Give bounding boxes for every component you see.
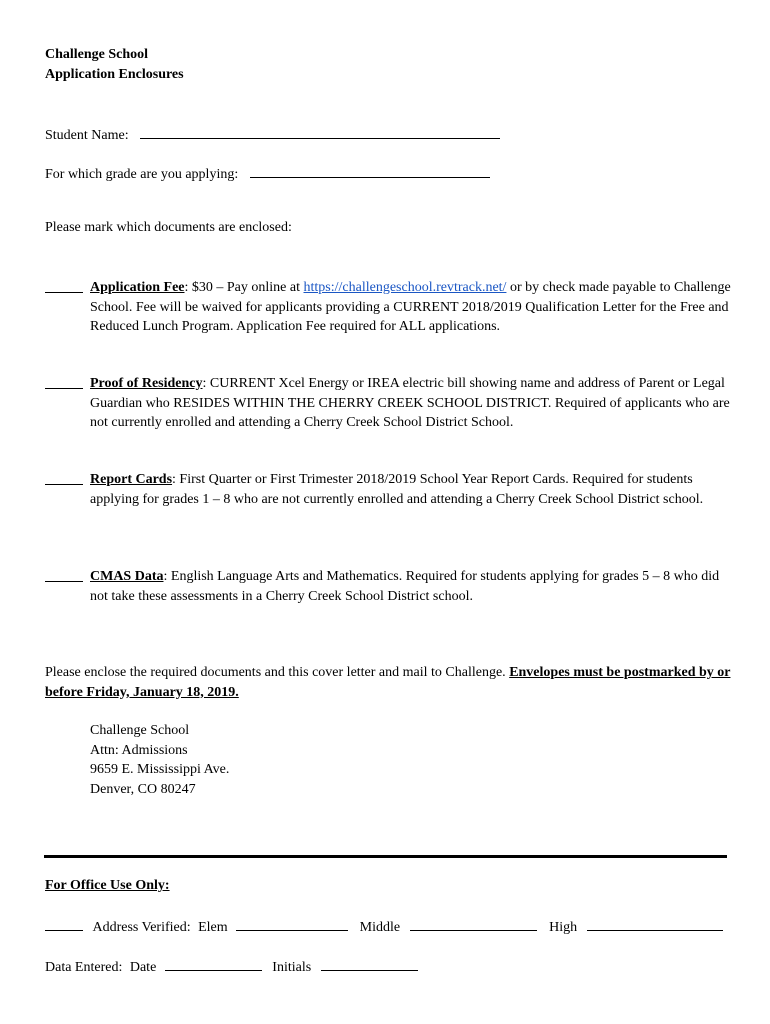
instructions: Please mark which documents are enclosed: (45, 220, 292, 235)
date-label: Date (129, 960, 157, 975)
deadline-text: Envelopes must be postmarked by or before Friday, January 18, 2019. (45, 665, 731, 700)
item-label: Application Fee (90, 280, 185, 295)
item-text: : CURRENT Xcel Energy or IREA electric bill showing name and address of Parent or Legal Guardian who RESIDES WITHIN THE CHERRY CREEK SCHOOL DISTRICT. Required of applicants who are not currently enrolled and attending a Cherry Creek School District School. (90, 376, 730, 430)
item-label: CMAS Data (90, 569, 164, 584)
elem-label: Elem (198, 920, 228, 935)
school-name: Challenge School (45, 47, 149, 62)
item-body (90, 567, 740, 606)
data-entered-label: Data Entered: (45, 960, 123, 975)
office-heading: For Office Use Only: (45, 878, 170, 893)
item-body (90, 470, 740, 509)
closing-text: Please enclose the required documents and this cover letter and mail to Challenge. (45, 665, 510, 680)
student-name-row (45, 124, 500, 144)
address-line: 9659 E. Mississippi Ave. (90, 762, 230, 777)
address-line: Attn: Admissions (90, 742, 188, 758)
cmas-checkbox[interactable] (45, 567, 83, 582)
mailing-address (90, 721, 229, 799)
report-cards-checkbox[interactable] (45, 470, 83, 485)
high-label: High (549, 920, 578, 935)
application-fee-checkbox[interactable] (45, 278, 83, 293)
item-text: : English Language Arts and Mathematics. Required for students applying for grades 5 – 8 who did not take these assessments in a Cherry Creek School District school. (90, 569, 720, 604)
address-line: Denver, CO 80247 (90, 781, 196, 797)
closing-paragraph (45, 663, 735, 702)
item-body (90, 374, 740, 433)
item-text: or by check made payable to Challenge School. Fee will be waived for applicants providing a CURRENT 2018/2019 Qualification Letter for the Free and Reduced Lunch Program. Application Fee required for ALL applications. (90, 280, 731, 334)
address-line: Challenge School (90, 723, 190, 738)
date-field[interactable] (165, 956, 262, 971)
item-body (90, 278, 740, 337)
initials-field[interactable] (321, 956, 418, 971)
grade-row (45, 163, 490, 183)
document-title: Application Enclosures (45, 67, 184, 82)
residency-checkbox[interactable] (45, 374, 83, 389)
grade-label: For which grade are you applying: (45, 167, 239, 182)
address-verified-row (45, 916, 723, 936)
item-text: : First Quarter or First Trimester 2018/2019 School Year Report Cards. Required for students applying for grades 1 – 8 who are not currently enrolled and attending a Cherry Creek School District school. (90, 472, 704, 507)
item-text: : $30 – Pay online at (184, 280, 304, 295)
address-verified-checkbox[interactable] (45, 916, 83, 931)
middle-field[interactable] (410, 916, 537, 931)
data-entered-row (45, 956, 418, 976)
item-label: Proof of Residency (90, 376, 203, 391)
divider (44, 855, 727, 858)
grade-field[interactable] (250, 163, 490, 178)
initials-label: Initials (272, 960, 312, 975)
student-name-field[interactable] (140, 124, 500, 139)
high-field[interactable] (587, 916, 723, 931)
student-name-label: Student Name: (45, 128, 129, 143)
payment-link[interactable]: https://challengeschool.revtrack.net/ (303, 280, 507, 295)
elem-field[interactable] (236, 916, 348, 931)
address-verified-label: Address Verified: (92, 920, 191, 935)
middle-label: Middle (359, 920, 401, 935)
item-label: Report Cards (90, 472, 173, 487)
